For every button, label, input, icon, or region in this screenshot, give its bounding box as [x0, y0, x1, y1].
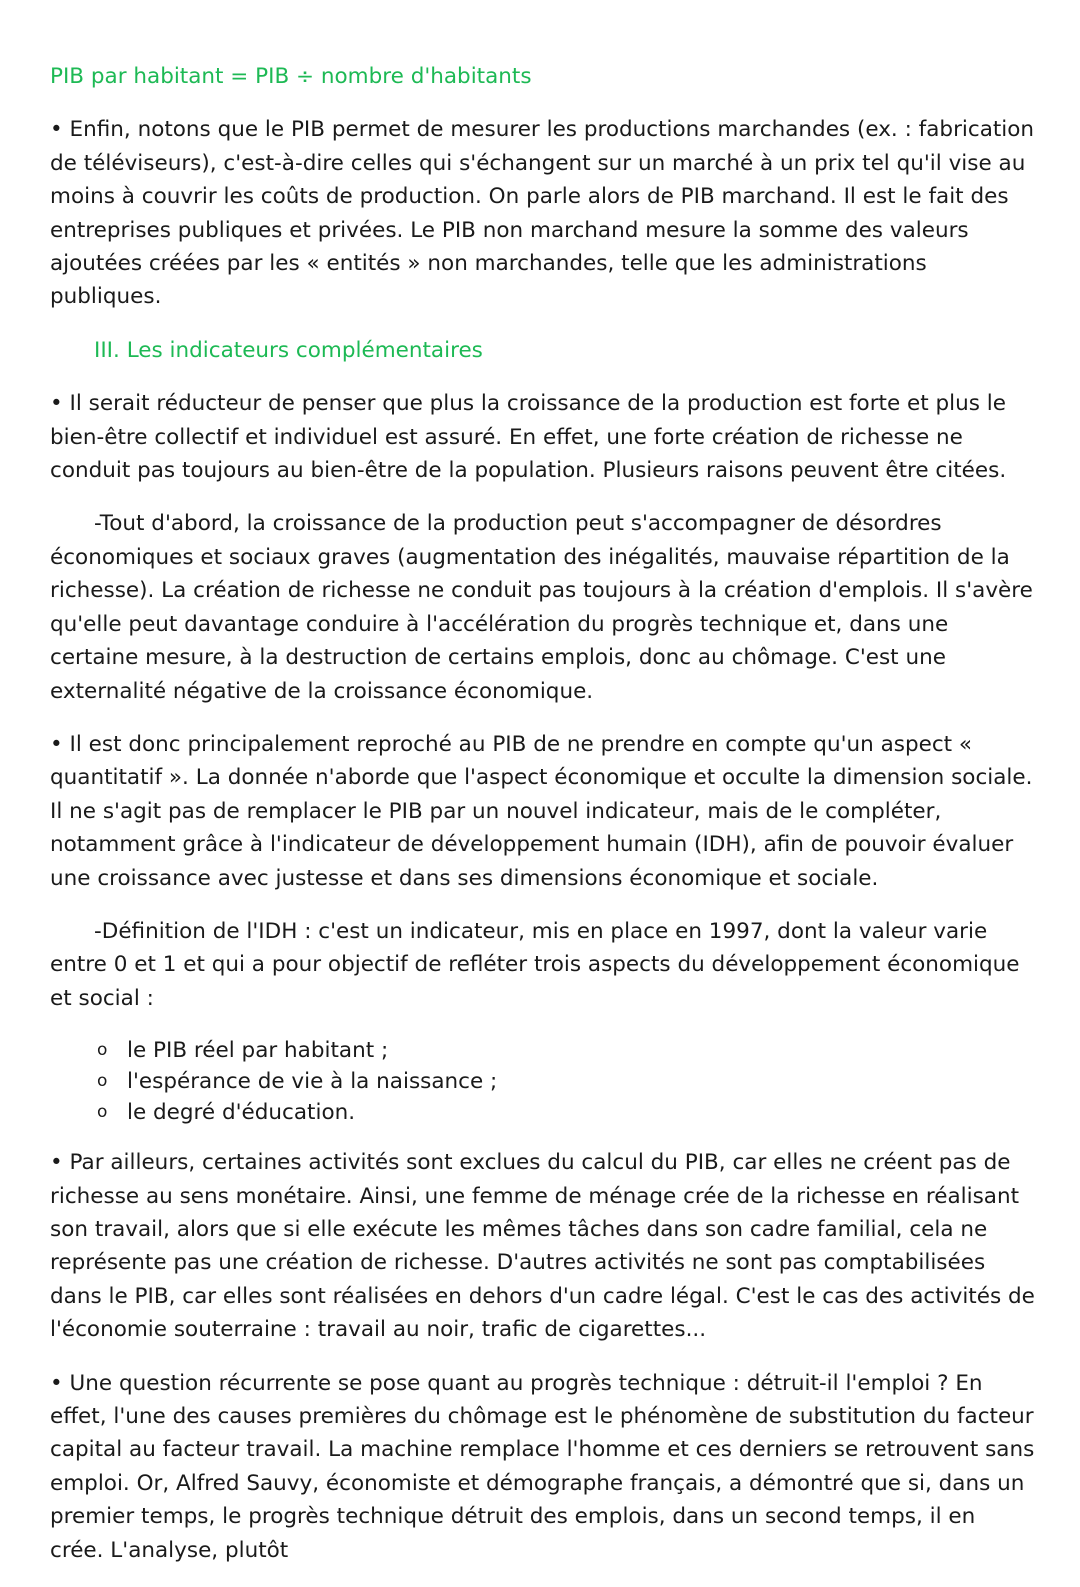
list-item-text: le degré d'éducation. [127, 1100, 356, 1126]
paragraph-gdp-criticism: • Il est donc principalement reproché au PIB de ne prendre en compte qu'un aspect « quantitatif ». La donnée n'aborde que l'aspect économique et occulte la dimension sociale. Il ne s'agit pas de remplacer le PIB par un nouvel indicateur, mais de le compléter, notamment grâce à l'indicateur de développement humain (IDH), afin de pouvoir évaluer une croissance avec justesse et dans ses dimensions économique et sociale. [50, 731, 1033, 891]
list-item [97, 1035, 1035, 1066]
hdi-components-list [50, 1035, 1035, 1128]
paragraph-market-gdp: • Enfin, notons que le PIB permet de mesurer les productions marchandes (ex. : fabrication de téléviseurs), c'est-à-dire celles qui s'échangent sur un marché à un prix tel qu'il vise au moins à couvrir les coûts de production. On parle alors de PIB marchand. Il est le fait des entreprises publiques et privées. Le PIB non marchand mesure la somme des valeurs ajoutées créées par les « entités » non marchandes, telle que les administrations publiques. [50, 117, 1035, 310]
circle-bullet-icon: o [97, 1102, 108, 1123]
paragraph-excluded-activities: • Par ailleurs, certaines activités sont exclues du calcul du PIB, car elles ne créent pas de richesse au sens monétaire. Ainsi, une femme de ménage crée de la richesse en réalisant son travail, alors que si elle exécute les mêmes tâches dans son cadre familial, cela ne représente pas une création de richesse. D'autres activités ne sont pas comptabilisées dans le PIB, car elles sont réalisées en dehors d'un cadre légal. C'est le cas des activités de l'économie souterraine : travail au noir, trafic de cigarettes... [50, 1150, 1035, 1343]
gdp-per-capita-formula: PIB par habitant = PIB ÷ nombre d'habitants [50, 64, 532, 89]
circle-bullet-icon: o [97, 1040, 108, 1061]
paragraph-reductive-view: • Il serait réducteur de penser que plus la croissance de la production est forte et plus le bien-être collectif et individuel est assuré. En effet, une forte création de richesse ne conduit pas toujours au bien-être de la population. Plusieurs raisons peuvent être citées. [50, 391, 1007, 484]
circle-bullet-icon: o [97, 1071, 108, 1092]
list-item [97, 1066, 1035, 1097]
list-item-text: le PIB réel par habitant ; [127, 1038, 389, 1064]
section-heading-complementary-indicators: III. Les indicateurs complémentaires [94, 337, 483, 363]
paragraph-technical-progress: • Une question récurrente se pose quant au progrès technique : détruit-il l'emploi ? En effet, l'une des causes premières du chômage est le phénomène de substitution du facteur capital au facteur travail. La machine remplace l'homme et ces derniers se retrouvent sans emploi. Or, Alfred Sauvy, économiste et démographe français, a démontré que si, dans un premier temps, le progrès technique détruit des emplois, dans un second temps, il en crée. L'analyse, plutôt [50, 1370, 1035, 1563]
paragraph-first-reason: -Tout d'abord, la croissance de la production peut s'accompagner de désordres économiques et sociaux graves (augmentation des inégalités, mauvaise répartition de la richesse). La création de richesse ne conduit pas toujours à la création d'emplois. Il s'avère qu'elle peut davantage conduire à l'accélération du progrès technique et, dans une certaine mesure, à la destruction de certains emplois, donc au chômage. C'est une externalité négative de la croissance économique. [50, 511, 1033, 704]
paragraph-hdi-definition: -Définition de l'IDH : c'est un indicateur, mis en place en 1997, dont la valeur varie entre 0 et 1 et qui a pour objectif de refléter trois aspects du développement économique et social : [50, 918, 1020, 1011]
document-page [50, 60, 1035, 1587]
list-item [97, 1097, 1035, 1128]
list-item-text: l'espérance de vie à la naissance ; [127, 1069, 498, 1095]
